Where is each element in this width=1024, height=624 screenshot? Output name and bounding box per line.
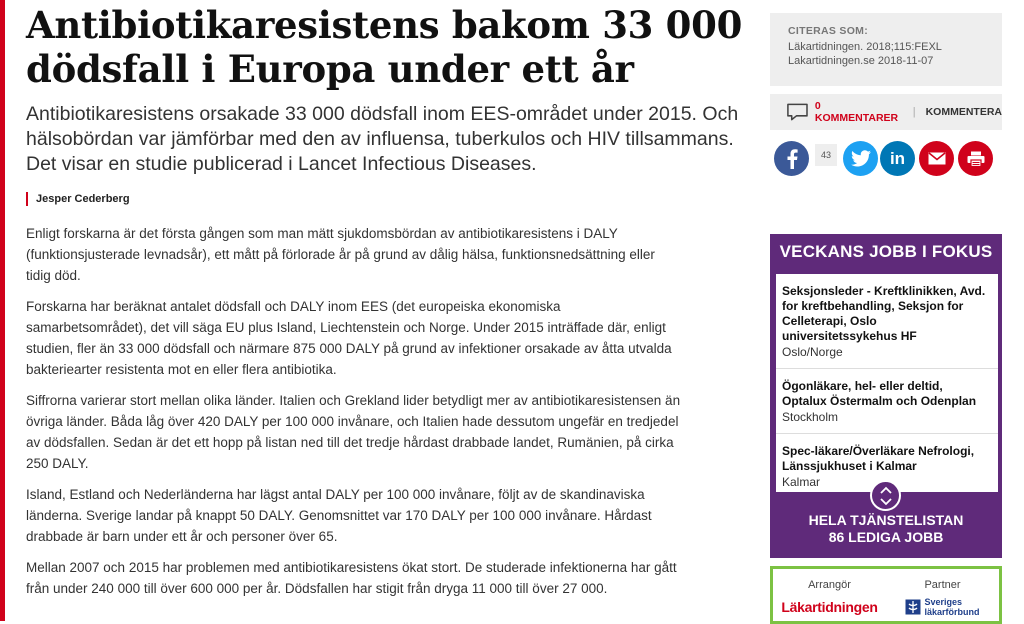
job-title: Ögonläkare, hel- eller deltid, Optalux Östermalm och Odenplan bbox=[782, 379, 977, 408]
lakarforbund-logo[interactable] bbox=[886, 597, 999, 617]
job-location: Oslo/Norge bbox=[782, 345, 843, 359]
share-buttons bbox=[770, 141, 1002, 179]
article-paragraph: Enligt forskarna är det första gången som man mätt sjukdomsbördan av antibiotikaresistens i DALY (funktionsjusterade levnadsår), ett mått på förlorade år på grund av dålig hälsa, funktionsnedsättning eller tidig död. bbox=[26, 226, 655, 283]
jobs-list[interactable] bbox=[776, 274, 998, 492]
author-byline[interactable]: Jesper Cederberg bbox=[26, 192, 746, 206]
printer-icon bbox=[967, 151, 985, 167]
sidebar bbox=[770, 13, 1002, 179]
lakarforbund-logo-line: Sveriges bbox=[924, 597, 963, 607]
jobs-widget bbox=[770, 234, 1002, 558]
job-item[interactable] bbox=[776, 369, 998, 434]
facebook-icon bbox=[786, 149, 798, 169]
comment-icon bbox=[786, 102, 809, 122]
twitter-share-button[interactable] bbox=[843, 141, 878, 176]
organizer-label: Arrangör bbox=[808, 579, 851, 591]
all-jobs-link[interactable] bbox=[770, 512, 1002, 546]
linkedin-share-button[interactable] bbox=[880, 141, 915, 176]
jobs-scroll-button[interactable] bbox=[870, 480, 901, 511]
print-button[interactable] bbox=[958, 141, 993, 176]
article bbox=[26, 0, 746, 609]
jobs-widget-title: VECKANS JOBB I FOKUS bbox=[779, 242, 993, 261]
citation-label: CITERAS SOM: bbox=[788, 25, 869, 37]
article-paragraph: Island, Estland och Nederländerna har lägst antal DALY per 100 000 invånare, följt av de skandinaviska länderna. Sverige landar på knappt 50 DALY. Genomsnittet var 170 DALY per 100 000 invånare. Hårdast drabbade är barn under ett år och personer över 65. bbox=[26, 487, 652, 544]
envelope-icon bbox=[928, 152, 946, 165]
job-location: Kalmar bbox=[782, 475, 821, 489]
article-paragraph: Siffrorna varierar stort mellan olika länder. Italien och Grekland lider betydligt mer av antibiotikaresistensen än övriga länder. Båda låg över 420 DALY per 100 000 invånare, och Italien hade dessutom ungefär en tredjedel av dödsfallen. Sedan är det ett hopp på listan ned till det tredje hårdast drabbade landet, Rumänien, på cirka 250 DALY. bbox=[26, 393, 681, 471]
left-accent-bar bbox=[0, 0, 5, 621]
facebook-share-button[interactable] bbox=[774, 141, 809, 176]
job-location: Stockholm bbox=[782, 410, 839, 424]
comments-bar bbox=[770, 94, 1002, 130]
article-paragraph: Forskarna har beräknat antalet dödsfall och DALY inom EES (det europeiska ekonomiska samarbetsområdet), det vill säga EU plus Island, Liechtenstein och Norge. Under 2015 inträffade där, enligt studien, fler än 33 000 dödsfall och närmare 875 000 DALY på grund av infektioner orsakade av åtta utvalda bakteriearter resistenta mot en eller flera antibiotika. bbox=[26, 299, 672, 377]
caduceus-icon bbox=[905, 599, 921, 615]
article-title: Antibiotikaresistens bakom 33 000 dödsfall i Europa under ett år bbox=[26, 3, 743, 91]
partner-box bbox=[770, 566, 1002, 624]
job-item[interactable] bbox=[776, 274, 998, 369]
lakartidningen-logo[interactable]: Läkartidningen bbox=[781, 599, 878, 615]
lakarforbund-logo-line: läkarförbund bbox=[924, 607, 980, 617]
job-title: Spec-läkare/Överläkare Nefrologi, Länssjukhuset i Kalmar bbox=[782, 444, 975, 473]
article-body bbox=[26, 223, 681, 599]
comment-link[interactable]: KOMMENTERA bbox=[925, 106, 1002, 118]
email-share-button[interactable] bbox=[919, 141, 954, 176]
twitter-icon bbox=[851, 150, 871, 167]
partner-label: Partner bbox=[924, 579, 961, 591]
article-paragraph: Mellan 2007 och 2015 har problemen med antibiotikaresistens ökat stort. De studerade infektionerna har gått från under 240 000 till över 600 000 per år. Dödsfallen har stigit från dryga 11 000 till över 27 000. bbox=[26, 560, 677, 596]
share-count: 43 bbox=[815, 144, 837, 166]
citation-line: Läkartidningen. 2018;115:FEXL bbox=[788, 41, 942, 53]
comments-count-link[interactable]: 0 KOMMENTARER bbox=[814, 100, 899, 124]
linkedin-icon: in bbox=[889, 148, 906, 168]
article-lead: Antibiotikaresistens orsakade 33 000 dödsfall inom EES-området under 2015. Och hälsobördan var jämförbar med den av influensa, tuberkulos och HIV tillsammans. Det visar en studie publicerad i Lancet Infectious Diseases. bbox=[26, 103, 739, 175]
divider: | bbox=[912, 106, 916, 118]
all-jobs-link-line: HELA TJÄNSTELISTAN bbox=[808, 512, 964, 528]
job-title: Seksjonsleder - Kreftklinikken, Avd. for kreftbehandling, Seksjon for Celleterapi, Oslo universitetssykehus HF bbox=[782, 284, 986, 343]
chevron-up-down-icon bbox=[879, 486, 893, 506]
citation-box bbox=[770, 13, 1002, 86]
job-count-line: 86 LEDIGA JOBB bbox=[828, 529, 944, 545]
citation-line: Lakartidningen.se 2018-11-07 bbox=[788, 55, 934, 67]
